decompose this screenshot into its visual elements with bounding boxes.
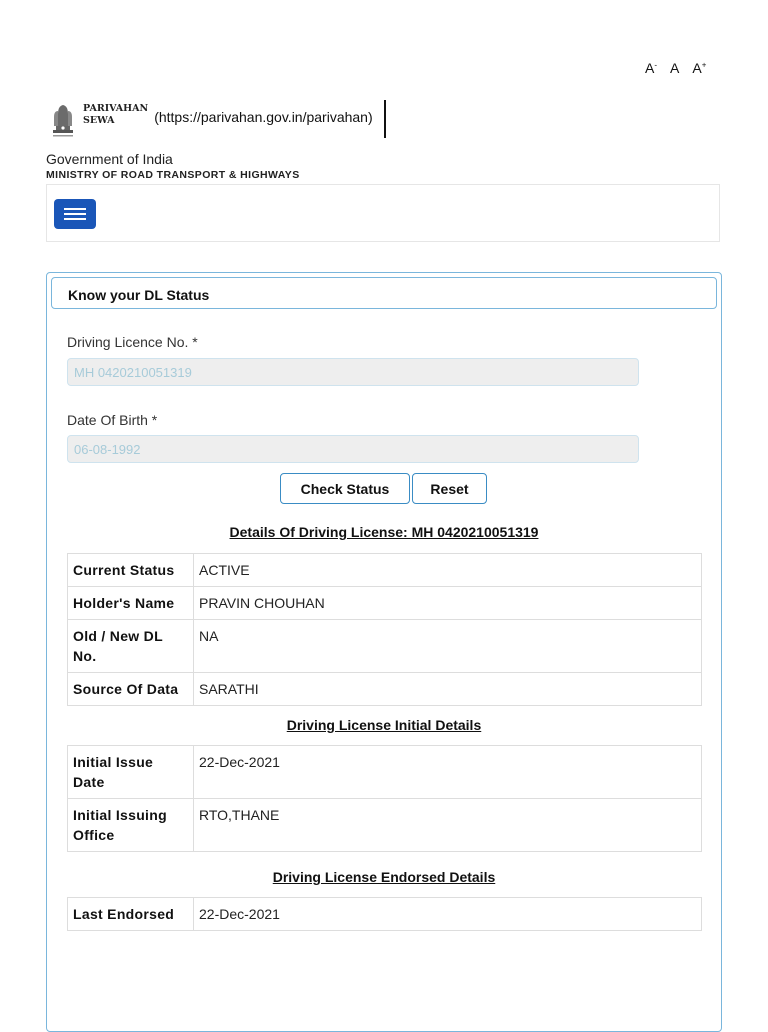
table-cell-label: Old / New DL No. <box>68 620 194 673</box>
table-cell-value: ACTIVE <box>194 554 702 587</box>
dl-number-label: Driving Licence No. * <box>67 334 198 350</box>
hamburger-menu-button[interactable] <box>54 199 96 229</box>
table-cell-value: NA <box>194 620 702 673</box>
check-status-button[interactable]: Check Status <box>280 473 410 504</box>
dl-status-card <box>46 272 722 1032</box>
table-row <box>68 799 702 852</box>
table-cell-label: Initial Issuing Office <box>68 799 194 852</box>
initial-section-title: Driving License Initial Details <box>286 717 482 733</box>
table-cell-label: Holder's Name <box>68 587 194 620</box>
reset-button[interactable]: Reset <box>412 473 487 504</box>
table-cell-label: Last Endorsed <box>68 898 194 931</box>
details-table <box>67 553 702 706</box>
table-cell-label: Current Status <box>68 554 194 587</box>
table-cell-label: Source Of Data <box>68 673 194 706</box>
card-title: Know your DL Status <box>51 277 717 309</box>
table-row <box>68 673 702 706</box>
hamburger-menu-icon <box>64 208 86 210</box>
header-divider <box>384 100 386 138</box>
endorsed-section-title: Driving License Endorsed Details <box>272 869 496 885</box>
initial-details-table <box>67 745 702 852</box>
parivahan-brand <box>45 100 373 138</box>
table-cell-label: Initial Issue Date <box>68 746 194 799</box>
dob-input[interactable]: 06-08-1992 <box>67 435 639 463</box>
table-row <box>68 620 702 673</box>
table-cell-value: SARATHI <box>194 673 702 706</box>
table-cell-value: 22-Dec-2021 <box>194 898 702 931</box>
table-row <box>68 746 702 799</box>
table-cell-value: RTO,THANE <box>194 799 702 852</box>
increase-font-button[interactable]: A+ <box>692 60 707 76</box>
table-row <box>68 898 702 931</box>
table-row <box>68 554 702 587</box>
ministry-title: MINISTRY OF ROAD TRANSPORT & HIGHWAYS <box>46 169 300 181</box>
details-section-title: Details Of Driving License: MH 0420210051319 <box>229 524 539 540</box>
parivahan-link[interactable]: (https://parivahan.gov.in/parivahan) <box>154 109 373 125</box>
navbar <box>46 184 720 242</box>
dob-label: Date Of Birth * <box>67 412 158 428</box>
brand-name-line1: PARIVAHAN <box>83 103 149 114</box>
table-cell-value: PRAVIN CHOUHAN <box>194 587 702 620</box>
dl-number-input[interactable]: MH 0420210051319 <box>67 358 639 386</box>
table-cell-value: 22-Dec-2021 <box>194 746 702 799</box>
government-title: Government of India <box>46 151 173 167</box>
national-emblem-icon <box>45 100 81 138</box>
brand-name-line2: SEWA <box>83 115 115 126</box>
normal-font-button[interactable]: A <box>670 60 680 76</box>
endorsed-details-table <box>67 897 702 931</box>
decrease-font-button[interactable]: A- <box>645 60 658 76</box>
table-row <box>68 587 702 620</box>
font-size-controls <box>645 60 706 76</box>
